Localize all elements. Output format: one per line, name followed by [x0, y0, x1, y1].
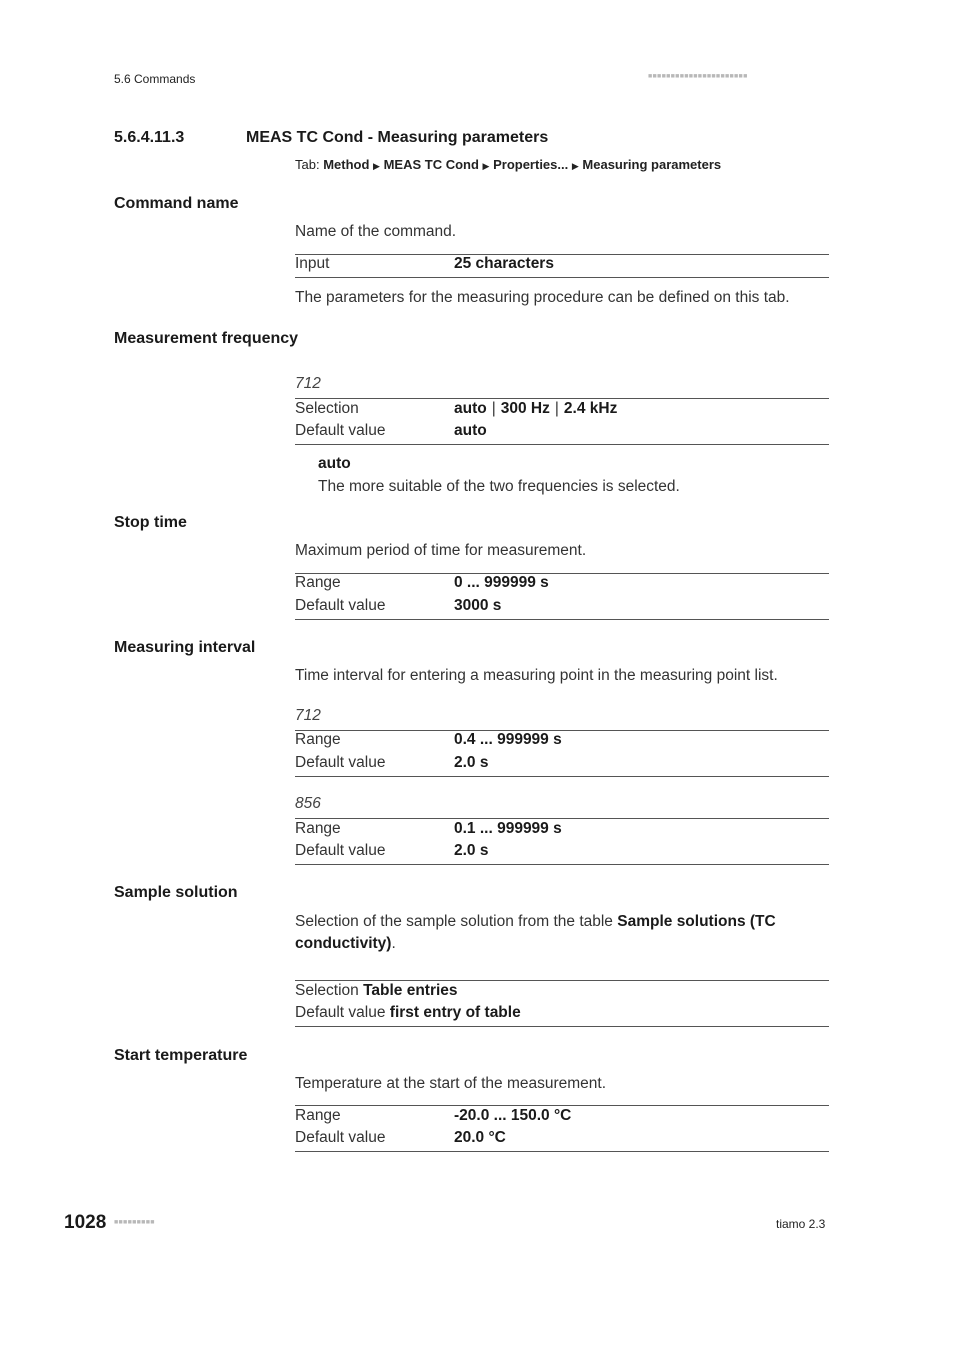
heading-sample-solution: Sample solution	[114, 884, 238, 901]
table-rule	[295, 619, 829, 620]
frequency-options	[454, 400, 617, 418]
measuring-interval-description: Time interval for entering a measuring point in the measuring point list.	[295, 667, 778, 684]
tab-prefix: Tab:	[295, 157, 320, 172]
default-value-label: Default value	[295, 842, 386, 859]
table-rule	[295, 398, 829, 399]
selection-row	[295, 982, 458, 1000]
selection-label: Selection	[295, 400, 359, 417]
tab-breadcrumb	[295, 157, 721, 172]
arrow-right-icon: ▶	[482, 161, 490, 171]
sample-solution-description	[295, 911, 829, 955]
option-separator: |	[491, 400, 496, 417]
heading-start-temperature: Start temperature	[114, 1047, 248, 1064]
range-label: Range	[295, 1107, 341, 1124]
option-description-auto: The more suitable of the two frequencies is selected.	[318, 478, 680, 495]
table-rule	[295, 1105, 829, 1106]
table-rule	[295, 730, 829, 731]
default-value-label: Default value	[295, 1129, 386, 1146]
command-name-description: Name of the command.	[295, 223, 457, 240]
page-number: 1028	[64, 1212, 107, 1233]
option-auto: auto	[454, 400, 487, 417]
table-rule	[295, 776, 829, 777]
table-rule	[295, 573, 829, 574]
option-300hz: 300 Hz	[500, 400, 550, 417]
range-value: 0 ... 999999 s	[454, 574, 549, 591]
heading-measurement-frequency: Measurement frequency	[114, 330, 299, 347]
default-value-label: Default value	[295, 597, 386, 614]
default-value: 2.0 s	[454, 754, 489, 771]
product-name: tiamo 2.3	[776, 1217, 826, 1231]
option-2-4khz: 2.4 kHz	[563, 400, 618, 417]
desc-period: .	[391, 935, 396, 952]
breadcrumb-method: Method	[323, 157, 370, 172]
default-value-label: Default value	[295, 422, 386, 439]
start-temperature-description: Temperature at the start of the measurement.	[295, 1075, 607, 1092]
option-term-auto: auto	[318, 455, 351, 472]
table-rule	[295, 444, 829, 445]
breadcrumb-properties: Properties...	[493, 157, 569, 172]
range-label: Range	[295, 731, 341, 748]
default-value: 3000 s	[454, 597, 502, 614]
device-label-712: 712	[295, 707, 321, 724]
selection-value: Table entries	[363, 982, 458, 999]
header-decoration: ■■■■■■■■■■■■■■■■■■■■■■	[648, 73, 748, 80]
stop-time-description: Maximum period of time for measurement.	[295, 542, 587, 559]
default-row	[295, 1004, 521, 1022]
table-rule	[295, 254, 829, 255]
table-rule	[295, 980, 829, 981]
default-value-label: Default value	[295, 1004, 386, 1021]
arrow-right-icon: ▶	[373, 161, 380, 171]
heading-measuring-interval: Measuring interval	[114, 639, 256, 656]
table-rule	[295, 864, 829, 865]
default-value: auto	[454, 422, 487, 439]
table-rule	[295, 1151, 829, 1152]
default-value: 20.0 °C	[454, 1129, 506, 1146]
section-title: MEAS TC Cond - Measuring parameters	[246, 129, 549, 146]
range-label: Range	[295, 574, 341, 591]
footer-decoration: ■■■■■■■■■	[114, 1219, 155, 1226]
heading-command-name: Command name	[114, 195, 239, 212]
selection-label: Selection	[295, 982, 359, 999]
default-value: 2.0 s	[454, 842, 489, 859]
heading-stop-time: Stop time	[114, 514, 187, 531]
tab-note: The parameters for the measuring procedure can be defined on this tab.	[295, 289, 790, 306]
breadcrumb-command: MEAS TC Cond	[383, 157, 479, 172]
default-value: first entry of table	[389, 1004, 521, 1021]
range-label: Range	[295, 820, 341, 837]
range-value: -20.0 ... 150.0 °C	[454, 1107, 572, 1124]
running-header-section: 5.6 Commands	[114, 72, 196, 86]
desc-text: Selection of the sample solution from the table	[295, 913, 618, 930]
table-reference-cont: conductivity)	[295, 935, 392, 952]
range-value: 0.4 ... 999999 s	[454, 731, 562, 748]
table-reference: Sample solutions (TC	[617, 913, 776, 930]
input-label: Input	[295, 255, 330, 272]
default-value-label: Default value	[295, 754, 386, 771]
device-label-856: 856	[295, 795, 321, 812]
section-number: 5.6.4.11.3	[114, 129, 185, 146]
option-separator: |	[554, 400, 559, 417]
table-rule	[295, 818, 829, 819]
input-value: 25 characters	[454, 255, 554, 272]
breadcrumb-tab: Measuring parameters	[582, 157, 722, 172]
table-rule	[295, 1026, 829, 1027]
arrow-right-icon: ▶	[571, 161, 579, 171]
range-value: 0.1 ... 999999 s	[454, 820, 562, 837]
device-label-712: 712	[295, 375, 321, 392]
table-rule	[295, 277, 829, 278]
